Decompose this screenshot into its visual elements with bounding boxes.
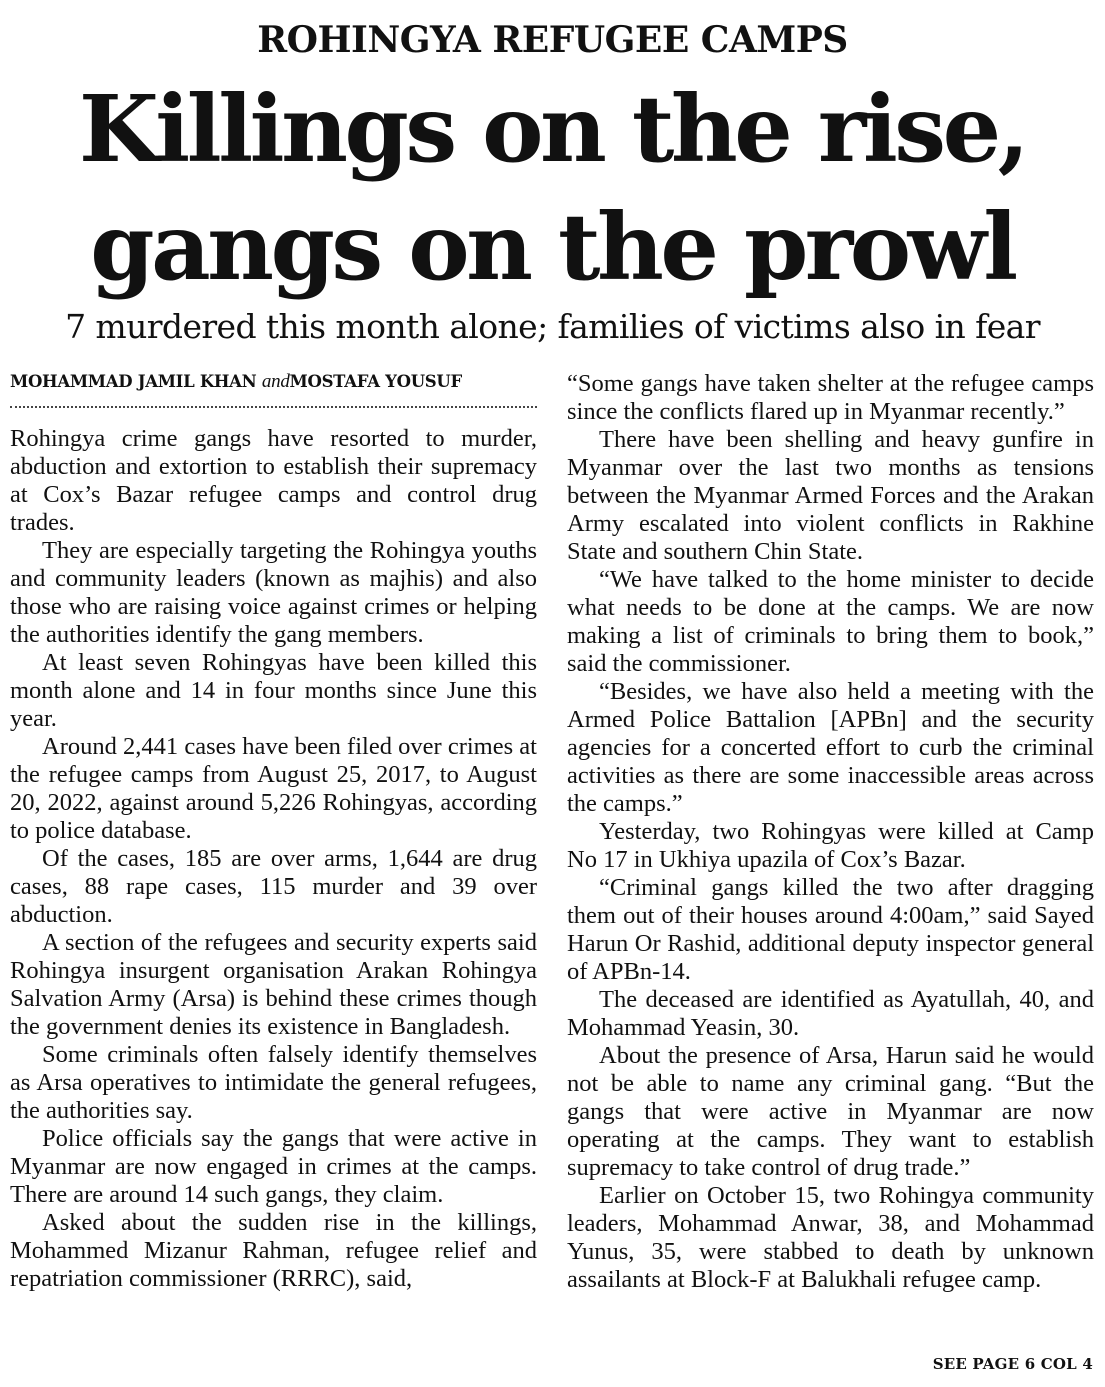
paragraph: Rohingya crime gangs have resorted to murder, abduction and extortion to establish their supremacy at Cox’s Bazar refugee camps and control drug trades. (10, 425, 537, 536)
paragraph: Yesterday, two Rohingyas were killed at Camp No 17 in Ukhiya upazila of Cox’s Bazar. (567, 818, 1094, 873)
paragraph: The deceased are identified as Ayatullah, 40, and Mohammad Yeasin, 30. (567, 986, 1094, 1041)
paragraph: “Criminal gangs killed the two after dragging them out of their houses around 4:00am,” said Sayed Harun Or Rashid, additional deputy inspector general of APBn-14. (567, 874, 1094, 985)
paragraph: Earlier on October 15, two Rohingya community leaders, Mohammad Anwar, 38, and Mohammad Yunus, 35, were stabbed to death by unknown assailants at Block-F at Balukhali refugee camp. (567, 1182, 1094, 1293)
byline-divider (10, 406, 537, 408)
paragraph: “Besides, we have also held a meeting with the Armed Police Battalion [APBn] and the security agencies for a concerted effort to curb the criminal activities as there are some inaccessible areas across the camps.” (567, 678, 1094, 817)
byline-author-2: MOSTAFA YOUSUF (289, 372, 462, 391)
continuation-jump-line: SEE PAGE 6 COL 4 (932, 1355, 1093, 1373)
paragraph: “Some gangs have taken shelter at the refugee camps since the conflicts flared up in Myanmar recently.” (567, 370, 1094, 425)
paragraph: A section of the refugees and security experts said Rohingya insurgent organisation Arakan Rohingya Salvation Army (Arsa) is behind these crimes though the government denies its existence in Bangladesh. (10, 929, 537, 1040)
paragraph: Of the cases, 185 are over arms, 1,644 are drug cases, 88 rape cases, 115 murder and 39 over abduction. (10, 845, 537, 928)
paragraph: Police officials say the gangs that were active in Myanmar are now engaged in crimes at the camps. There are around 14 such gangs, they claim. (10, 1125, 537, 1208)
paragraph: They are especially targeting the Rohingya youths and community leaders (known as majhis) and also those who are raising voice against crimes or helping the authorities identify the gang members. (10, 537, 537, 648)
paragraph: Some criminals often falsely identify themselves as Arsa operatives to intimidate the general refugees, the authorities say. (10, 1041, 537, 1124)
byline-conjunction: and (261, 371, 290, 392)
paragraph: There have been shelling and heavy gunfire in Myanmar over the last two months as tensions between the Myanmar Armed Forces and the Arakan Army escalated into violent conflicts in Rakhine State and southern Chin State. (567, 426, 1094, 565)
paragraph: Around 2,441 cases have been filed over crimes at the refugee camps from August 25, 2017, to August 20, 2022, against around 5,226 Rohingyas, according to police database. (10, 733, 537, 844)
headline-line-1: Killings on the rise, (78, 75, 1027, 183)
subheadline: 7 murdered this month alone; families of victims also in fear (65, 307, 1040, 346)
article-column-left (10, 368, 537, 1293)
section-kicker: ROHINGYA REFUGEE CAMPS (257, 19, 848, 61)
paragraph: At least seven Rohingyas have been killed this month alone and 14 in four months since June this year. (10, 649, 537, 732)
headline-line-2: gangs on the prowl (90, 193, 1015, 301)
paragraph: Asked about the sudden rise in the killings, Mohammed Mizanur Rahman, refugee relief and repatriation commissioner (RRRC), said, (10, 1209, 537, 1292)
headline (0, 70, 1105, 306)
paragraph: About the presence of Arsa, Harun said he would not be able to name any criminal gang. “But the gangs that were active in Myanmar are now operating at the camps. They want to establish supremacy to take control of drug trade.” (567, 1042, 1094, 1181)
byline-author-1: MOHAMMAD JAMIL KHAN (10, 372, 257, 391)
article-column-right (567, 370, 1094, 1294)
byline (10, 368, 537, 396)
paragraph: “We have talked to the home minister to decide what needs to be done at the camps. We are now making a list of criminals to bring them to book,” said the commissioner. (567, 566, 1094, 677)
